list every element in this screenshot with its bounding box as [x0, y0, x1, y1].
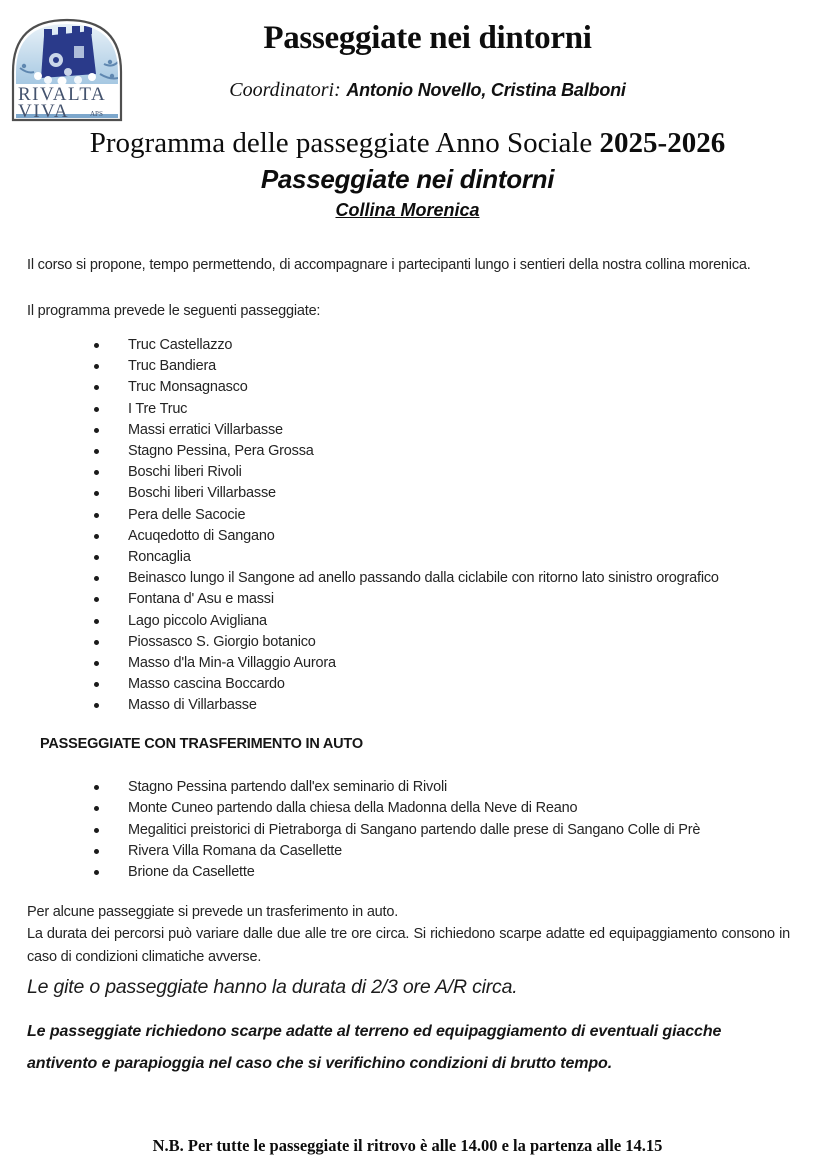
list-item: Masso d'la Min-a Villaggio Aurora: [92, 653, 802, 674]
list-item: Fontana d' Asu e massi: [92, 589, 802, 610]
walks-list: [0, 335, 802, 717]
coordinators-label: Coordinatori:: [229, 79, 341, 101]
auto-section-heading: PASSEGGIATE CON TRASFERIMENTO IN AUTO: [40, 736, 363, 752]
list-item: Rivera Villa Romana da Casellette: [92, 841, 802, 862]
list-item: Acuqedotto di Sangano: [92, 526, 802, 547]
intro-paragraph: Il corso si propone, tempo permettendo, di accompagnare i partecipanti lungo i sentieri della nostra collina morenica.: [27, 257, 751, 273]
list-item: Roncaglia: [92, 547, 802, 568]
logo-text-line1: RIVALTA: [18, 84, 107, 105]
program-title-year: 2025-2026: [599, 127, 726, 159]
list-item: Stagno Pessina partendo dall'ex seminario di Rivoli: [92, 777, 802, 798]
notes-line2: La durata dei percorsi può variare dalle due alle tre ore circa. Si richiedono scarpe adatte ed equipaggiamento consono in caso di condizioni climatiche avverse.: [27, 926, 790, 965]
list-item: Brione da Casellette: [92, 862, 802, 883]
list-item: Beinasco lungo il Sangone ad anello passando dalla ciclabile con ritorno lato sinistro orografico: [92, 568, 802, 589]
list-item: Stagno Pessina, Pera Grossa: [92, 441, 802, 462]
list-item: Massi erratici Villarbasse: [92, 420, 802, 441]
list-item: I Tre Truc: [92, 399, 802, 420]
equipment-note: Le passeggiate richiedono scarpe adatte al terreno ed equipaggiamento di eventuali giacche antivento e parapioggia nel caso che si verifichino condizioni di brutto tempo.: [27, 1023, 722, 1072]
notes-paragraph: [27, 901, 790, 968]
notes-line1: Per alcune passeggiate si prevede un trasferimento in auto.: [27, 904, 399, 920]
list-item: Boschi liberi Villarbasse: [92, 483, 802, 504]
page-title: Passeggiate nei dintorni: [263, 20, 592, 56]
duration-note: Le gite o passeggiate hanno la durata di 2/3 ore A/R circa.: [27, 976, 518, 998]
logo-text-aps: APS: [90, 110, 103, 118]
program-title: [0, 127, 815, 160]
auto-walks-list: [0, 777, 802, 883]
list-item: Pera delle Sacocie: [92, 505, 802, 526]
collina-morenica-title: Collina Morenica: [335, 200, 480, 220]
list-item: Truc Monsagnasco: [92, 377, 802, 398]
list-item: Boschi liberi Rivoli: [92, 462, 802, 483]
list-item: Masso di Villarbasse: [92, 695, 802, 716]
list-item: Truc Castellazzo: [92, 335, 802, 356]
list-item: Piossasco S. Giorgio botanico: [92, 632, 802, 653]
document-subtitle: Passeggiate nei dintorni: [260, 164, 555, 194]
list-item: Monte Cuneo partendo dalla chiesa della Madonna della Neve di Reano: [92, 798, 802, 819]
list-item: Lago piccolo Avigliana: [92, 611, 802, 632]
program-lead-in: Il programma prevede le seguenti passeggiate:: [27, 303, 321, 319]
list-item: Truc Bandiera: [92, 356, 802, 377]
list-item: Megalitici preistorici di Pietraborga di Sangano partendo dalle prese di Sangano Colle di Prè: [92, 820, 802, 841]
logo-text-line2: VIVA: [18, 101, 70, 122]
list-item: Masso cascina Boccardo: [92, 674, 802, 695]
coordinators-line: [60, 79, 795, 102]
meeting-time-note: N.B. Per tutte le passeggiate il ritrovo è alle 14.00 e la partenza alle 14.15: [152, 1136, 663, 1155]
coordinators-names: Antonio Novello, Cristina Balboni: [346, 80, 626, 100]
program-title-regular: Programma delle passeggiate Anno Sociale: [89, 127, 600, 159]
